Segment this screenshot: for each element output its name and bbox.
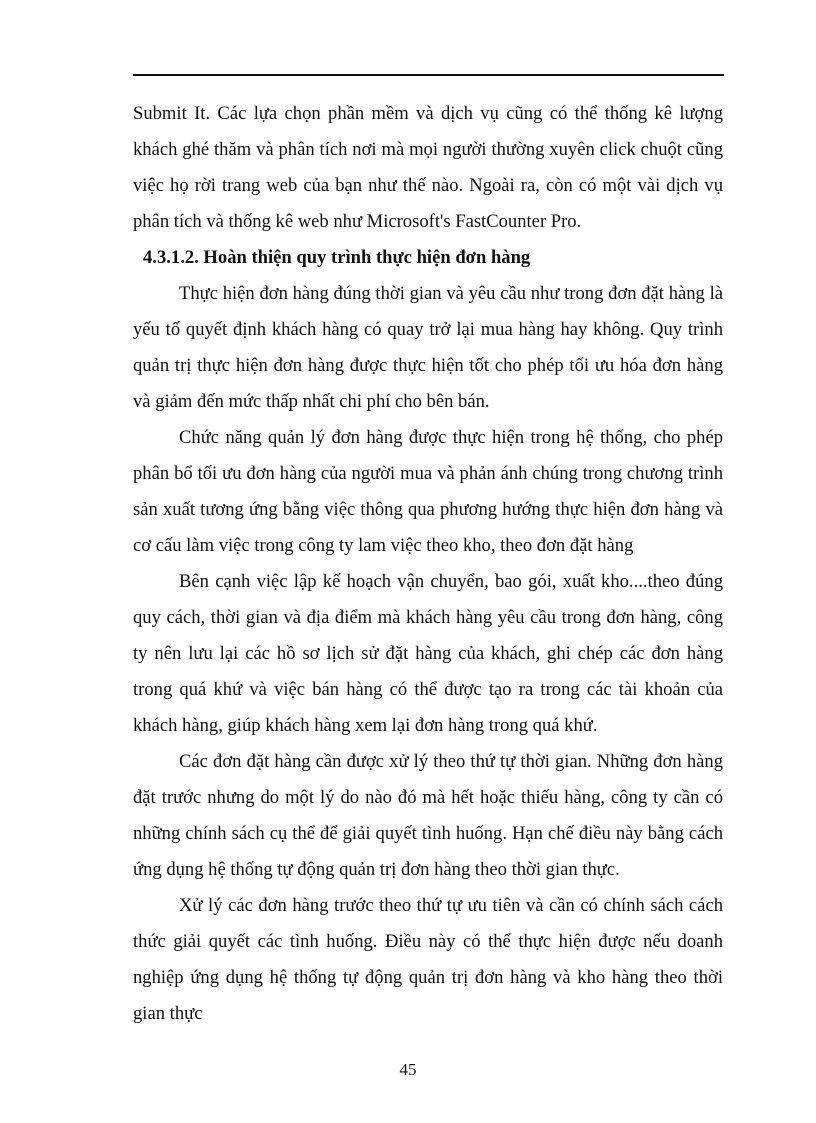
paragraph-1: Submit It. Các lựa chọn phần mềm và dịch vụ cũng có thể thống kê lượng khách ghé thăm và phân tích nơi mà mọi người thường xuyên click chuột cũng việc họ rời trang web của bạn như thế nào. Ngoài ra, còn có một vài dịch vụ phân tích và thống kê web như Microsoft's FastCounter Pro. [133,103,723,232]
paragraph-6: Xử lý các đơn hàng trước theo thứ tự ưu tiên và cần có chính sách cách thức giải quyết các tình huống. Điều này có thể thực hiện được nếu doanh nghiệp ứng dụng hệ thống tự động quản trị đơn hàng và kho hàng theo thời gian thực [133,895,723,1024]
section-heading: 4.3.1.2. Hoàn thiện quy trình thực hiện đơn hàng [143,247,531,268]
page-body [133,96,723,1032]
header-rule [133,74,724,76]
paragraph-5: Các đơn đặt hàng cần được xử lý theo thứ tự thời gian. Những đơn hàng đặt trước nhưng do một lý do nào đó mà hết hoặc thiếu hàng, công ty cần có những chính sách cụ thể để giải quyết tình huống. Hạn chế điều này bằng cách ứng dụng hệ thống tự động quản trị đơn hàng theo thời gian thực. [133,751,723,880]
page-number: 45 [399,1060,417,1079]
paragraph-2: Thực hiện đơn hàng đúng thời gian và yêu cầu như trong đơn đặt hàng là yếu tố quyết định khách hàng có quay trở lại mua hàng hay không. Quy trình quản trị thực hiện đơn hàng được thực hiện tốt cho phép tối ưu hóa đơn hàng và giảm đến mức thấp nhất chi phí cho bên bán. [133,283,723,412]
paragraph-3: Chức năng quản lý đơn hàng được thực hiện trong hệ thống, cho phép phân bổ tối ưu đơn hàng của người mua và phản ánh chúng trong chương trình sản xuất tương ứng bằng việc thông qua phương hướng thực hiện đơn hàng và cơ cấu làm việc trong công ty lam việc theo kho, theo đơn đặt hàng [133,427,723,556]
paragraph-4: Bên cạnh việc lập kế hoạch vận chuyển, bao gói, xuất kho....theo đúng quy cách, thời gian và địa điểm mà khách hàng yêu cầu trong đơn hàng, công ty nên lưu lại các hồ sơ lịch sử đặt hàng của khách, ghi chép các đơn hàng trong quá khứ và việc bán hàng có thể được tạo ra trong các tài khoản của khách hàng, giúp khách hàng xem lại đơn hàng trong quá khứ. [133,571,723,736]
